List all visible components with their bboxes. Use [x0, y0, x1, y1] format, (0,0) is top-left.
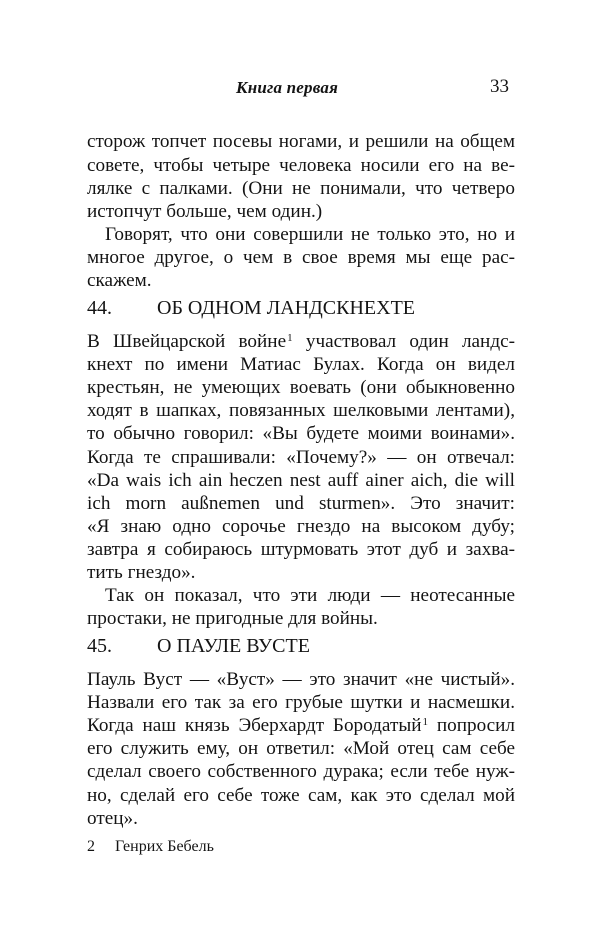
- text-line: то обычно говорил: «Вы будете моими воинами».: [87, 423, 515, 444]
- signature-number: 2: [87, 838, 95, 855]
- text-line: лялке с палками. (Они не понимали, что четверо: [87, 178, 515, 199]
- text-fragment: попросил: [436, 715, 515, 736]
- text-line: ich morn außnemen und sturmen». Это значит:: [87, 493, 515, 514]
- text-line: истопчут больше, чем один.): [87, 201, 323, 222]
- text-fragment: В Швейцарской войне: [87, 331, 287, 352]
- section-heading-45: [87, 633, 310, 659]
- text-line: «Da wais ich ain heczen nest auff ainer aich, die will: [87, 470, 515, 491]
- text-line: тить гнездо».: [87, 562, 196, 583]
- text-line: кнехт по имени Матиас Булах. Когда он видел: [87, 354, 515, 375]
- running-head: [0, 78, 600, 102]
- section-heading-44: [87, 295, 415, 321]
- section-title: ОБ ОДНОМ ЛАНДСКНЕХТЕ: [157, 297, 415, 319]
- text-line: Назвали его так за его грубые шутки и насмешки.: [87, 692, 515, 713]
- section-number: 45.: [87, 635, 112, 657]
- text-line: Говорят, что они совершили не только это, но и: [105, 224, 515, 245]
- text-line: «Я знаю одно сорочье гнездо на высоком дубу;: [87, 516, 515, 537]
- text-line: Когда те спрашивали: «Почему?» — он отвечал:: [87, 447, 515, 468]
- section-number: 44.: [87, 297, 112, 319]
- text-line: Пауль Вуст — «Вуст» — это значит «не чистый».: [87, 669, 515, 690]
- section-title: О ПАУЛЕ ВУСТЕ: [157, 635, 310, 657]
- text-fragment: Когда наш князь Эберхардт Бородатый: [87, 715, 422, 736]
- text-line: крестьян, не умеющих воевать (они обыкновенно: [87, 377, 515, 398]
- running-title: Книга первая: [236, 78, 339, 97]
- text-line: Так он показал, что эти люди — неотесанные: [105, 585, 515, 606]
- page-number: 33: [490, 76, 509, 97]
- text-line: но, сделай его себе тоже сам, как это сделал мой: [87, 785, 515, 806]
- text-line: его служить ему, он ответил: «Мой отец сам себе: [87, 738, 515, 759]
- signature-mark: [87, 836, 214, 858]
- signature-text: Генрих Бебель: [115, 838, 214, 855]
- text-line: простаки, не пригодные для войны.: [87, 608, 378, 629]
- text-fragment: участвовал один ландс-: [305, 331, 515, 352]
- text-line: многое другое, о чем в свое время мы еще рас-: [87, 247, 515, 268]
- text-line: завтра я собираюсь штурмовать этот дуб и захва-: [87, 539, 515, 560]
- footnote-mark: 1: [287, 332, 293, 344]
- text-line: скажем.: [87, 270, 152, 291]
- footnote-mark: 1: [422, 716, 428, 728]
- text-line: сторож топчет посевы ногами, и решили на общем: [87, 131, 515, 152]
- text-line: сделал своего собственного дурака; если тебе нуж-: [87, 761, 515, 782]
- text-line: ходят в шапках, повязанных шелковыми лентами),: [87, 400, 515, 421]
- text-line: [87, 330, 515, 354]
- text-line: [87, 714, 515, 738]
- text-line: отец».: [87, 808, 138, 829]
- text-line: совете, чтобы четыре человека носили его на ве-: [87, 155, 515, 176]
